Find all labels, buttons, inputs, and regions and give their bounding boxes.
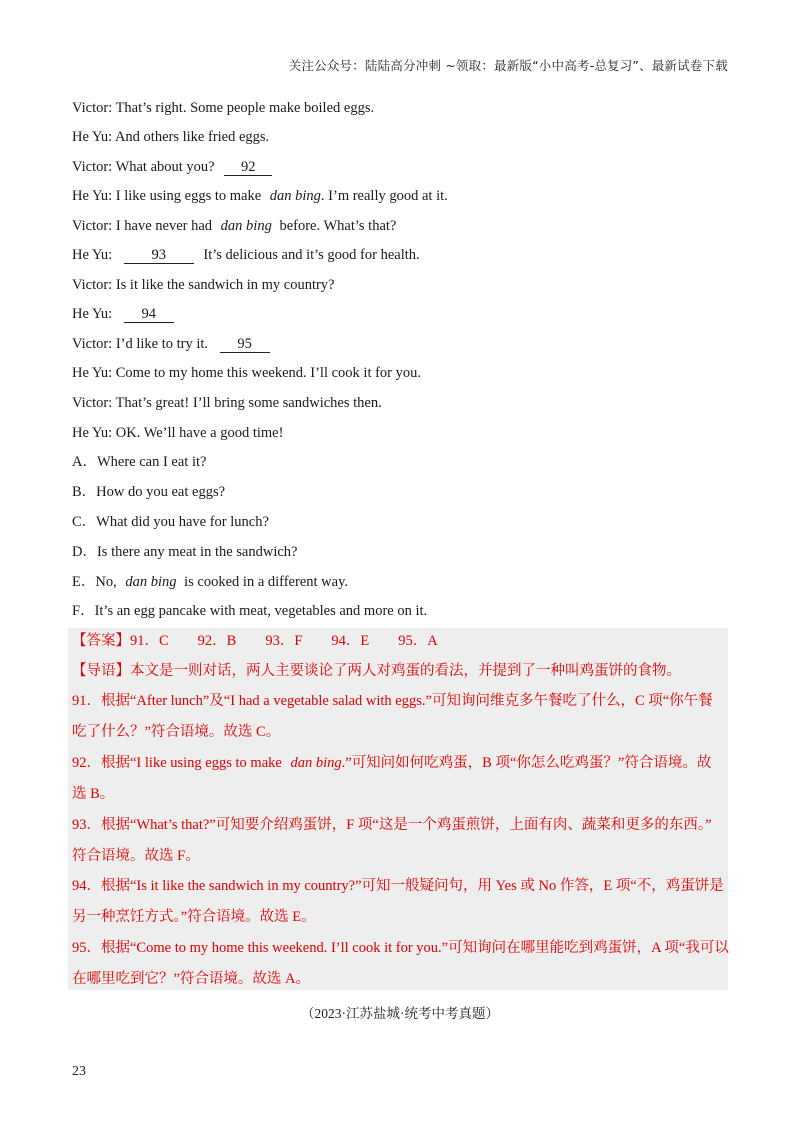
answer-guide: 【导语】本文是一则对话，两人主要谈论了两人对鸡蛋的看法，并提到了一种叫鸡蛋饼的食物。 xyxy=(72,663,681,679)
explanation-92-cont: 选 B。 xyxy=(72,786,115,802)
blank-95: 95 xyxy=(220,337,270,353)
dialogue-line xyxy=(72,335,270,353)
explanation-93: 93．根据“What’s that?”可知要介绍鸡蛋饼，F 项“这是一个鸡蛋煎饼，上面有肉、蔬菜和更多的东西。” xyxy=(72,817,712,833)
explanation-92 xyxy=(72,754,711,772)
dialogue-line xyxy=(72,217,396,235)
dialogue-line xyxy=(72,246,420,264)
dialogue-line: Victor: Is it like the sandwich in my country? xyxy=(72,277,335,293)
option-text: E．No, xyxy=(72,574,117,590)
option-e xyxy=(72,573,348,591)
dialogue-text: . I’m really good at it. xyxy=(320,188,448,204)
option-a: A．Where can I eat it? xyxy=(72,454,207,470)
explanation-93-cont: 符合语境。故选 F。 xyxy=(72,848,200,864)
dialogue-line xyxy=(72,305,174,323)
dialogue-text: It’s delicious and it’s good for health. xyxy=(203,247,420,263)
explanation-91: 91．根据“After lunch”及“I had a vegetable salad with eggs.”可知询问维克多午餐吃了什么，C 项“你午餐 xyxy=(72,693,713,709)
dialogue-text: Victor: I’d like to try it. xyxy=(72,336,209,352)
dialogue-line xyxy=(72,187,448,205)
italic-term: dan bing xyxy=(125,574,177,590)
source-citation: （2023·江苏盐城·统考中考真题） xyxy=(301,1006,499,1021)
option-d: D．Is there any meat in the sandwich? xyxy=(72,544,298,560)
dialogue-line: He Yu: OK. We’ll have a good time! xyxy=(72,425,284,441)
blank-93: 93 xyxy=(124,248,194,264)
dialogue-line: He Yu: Come to my home this weekend. I’ll cook it for you. xyxy=(72,365,422,381)
explanation-94-cont: 另一种烹饪方式。”符合语境。故选 E。 xyxy=(72,909,316,925)
dialogue-line: He Yu: And others like fried eggs. xyxy=(72,129,270,145)
dialogue-text: He Yu: xyxy=(72,306,113,322)
option-f: F．It’s an egg pancake with meat, vegetables and more on it. xyxy=(72,603,428,619)
explanation-91-cont: 吃了什么？”符合语境。故选 C。 xyxy=(72,724,281,740)
explanation-95: 95．根据“Come to my home this weekend. I’ll cook it for you.”可知询问在哪里能吃到鸡蛋饼，A 项“我可以 xyxy=(72,940,729,956)
option-b: B．How do you eat eggs? xyxy=(72,484,226,500)
dialogue-text: before. What’s that? xyxy=(279,218,397,234)
explanation-text: 92．根据“I like using eggs to make xyxy=(72,755,282,771)
explanation-94: 94．根据“Is it like the sandwich in my country?”可知一般疑问句，用 Yes 或 No 作答，E 项“不，鸡蛋饼是 xyxy=(72,878,724,894)
page-header: 关注公众号：陆陆高分冲刺 ~领取：最新版“小中高考-总复习”、最新试卷下载 xyxy=(288,58,728,73)
dialogue-text: He Yu: xyxy=(72,247,113,263)
answer-box xyxy=(68,628,728,990)
blank-94: 94 xyxy=(124,307,174,323)
option-text: is cooked in a different way. xyxy=(184,574,349,590)
dialogue-text: Victor: I have never had xyxy=(72,218,213,234)
dialogue-line: Victor: That’s great! I’ll bring some sandwiches then. xyxy=(72,395,382,411)
dialogue-text: He Yu: I like using eggs to make xyxy=(72,188,262,204)
dialogue-text: Victor: What about you? xyxy=(72,159,215,175)
dialogue-line: Victor: That’s right. Some people make boiled eggs. xyxy=(72,100,375,116)
page-number: 23 xyxy=(72,1064,86,1079)
answer-key: 【答案】91．C 92．B 93．F 94．E 95．A xyxy=(72,633,438,649)
italic-term: dan bing xyxy=(269,188,321,204)
explanation-text: .”可知问如何吃鸡蛋，B 项“你怎么吃鸡蛋？”符合语境。故 xyxy=(341,755,712,771)
italic-term: dan bing xyxy=(220,218,272,234)
blank-92: 92 xyxy=(224,160,272,176)
dialogue-line xyxy=(72,158,272,176)
explanation-95-cont: 在哪里吃到它？”符合语境。故选 A。 xyxy=(72,971,311,987)
option-c: C．What did you have for lunch? xyxy=(72,514,269,530)
italic-term: dan bing xyxy=(290,755,342,771)
